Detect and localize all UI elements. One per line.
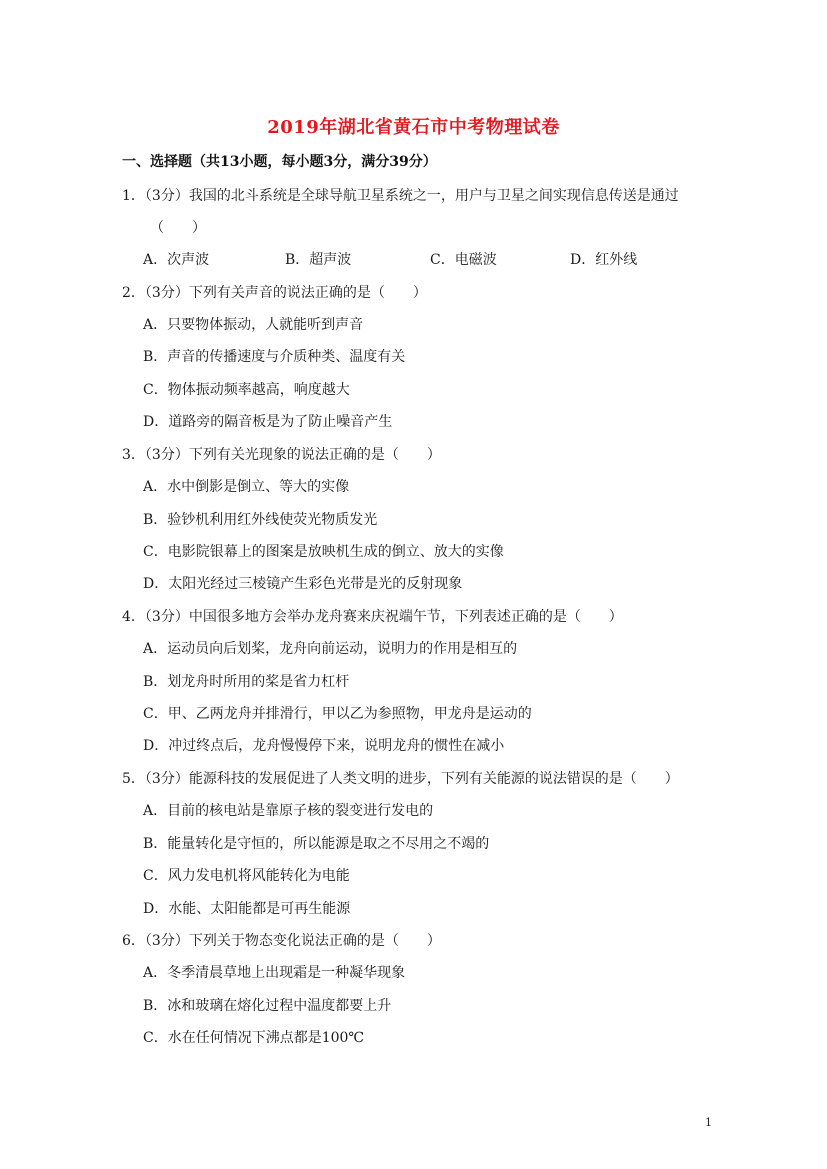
question-5-option-b: B．能量转化是守恒的，所以能源是取之不尽用之不竭的	[143, 836, 490, 852]
question-5: 5．（3分）能源科技的发展促进了人类文明的进步，下列有关能源的说法错误的是（ ）	[122, 771, 679, 787]
question-6-option-b: B．冰和玻璃在熔化过程中温度都要上升	[143, 998, 392, 1014]
question-2-option-d: D．道路旁的隔音板是为了防止噪音产生	[143, 414, 393, 430]
question-1-option-b: B．超声波	[285, 252, 352, 268]
question-4-option-a: A．运动员向后划桨，龙舟向前运动，说明力的作用是相互的	[143, 641, 518, 657]
question-3-option-d: D．太阳光经过三棱镜产生彩色光带是光的反射现象	[143, 576, 463, 592]
section-heading: 一、选择题（共13小题，每小题3分，满分39分）	[122, 154, 437, 170]
question-6-option-c: C．水在任何情况下沸点都是100℃	[143, 1030, 365, 1046]
question-4-option-d: D．冲过终点后，龙舟慢慢停下来，说明龙舟的惯性在减小	[143, 738, 505, 754]
question-1-option-d: D．红外线	[570, 252, 638, 268]
question-5-option-d: D．水能、太阳能都是可再生能源	[143, 901, 351, 917]
question-2-option-c: C．物体振动频率越高，响度越大	[143, 382, 350, 398]
question-1: 1．（3分）我国的北斗系统是全球导航卫星系统之一，用户与卫星之间实现信息传送是通过	[122, 188, 679, 204]
question-3-option-b: B．验钞机利用红外线使荧光物质发光	[143, 512, 378, 528]
question-4-option-c: C．甲、乙两龙舟并排滑行，甲以乙为参照物，甲龙舟是运动的	[143, 706, 532, 722]
page-number: 1	[705, 1116, 712, 1129]
question-5-option-c: C．风力发电机将风能转化为电能	[143, 868, 350, 884]
question-6-option-a: A．冬季清晨草地上出现霜是一种凝华现象	[143, 965, 406, 981]
question-1-option-c: C．电磁波	[430, 252, 497, 268]
question-4: 4．（3分）中国很多地方会举办龙舟赛来庆祝端午节，下列表述正确的是（ ）	[122, 609, 623, 625]
question-4-option-b: B．划龙舟时所用的桨是省力杠杆	[143, 674, 350, 690]
question-5-option-a: A．目前的核电站是靠原子核的裂变进行发电的	[143, 803, 434, 819]
question-3-option-c: C．电影院银幕上的图案是放映机生成的倒立、放大的实像	[143, 544, 504, 560]
question-2-option-a: A．只要物体振动，人就能听到声音	[143, 317, 364, 333]
question-3-option-a: A．水中倒影是倒立、等大的实像	[143, 479, 350, 495]
question-2-option-b: B．声音的传播速度与介质种类、温度有关	[143, 349, 406, 365]
question-6: 6．（3分）下列关于物态变化说法正确的是（ ）	[122, 933, 441, 949]
question-1-option-a: A．次声波	[143, 252, 210, 268]
question-1-answer-blank: （ ）	[150, 220, 206, 236]
question-3: 3．（3分）下列有关光现象的说法正确的是（ ）	[122, 447, 441, 463]
question-2: 2．（3分）下列有关声音的说法正确的是（ ）	[122, 285, 427, 301]
page-title: 2019年湖北省黄石市中考物理试卷	[267, 117, 560, 138]
